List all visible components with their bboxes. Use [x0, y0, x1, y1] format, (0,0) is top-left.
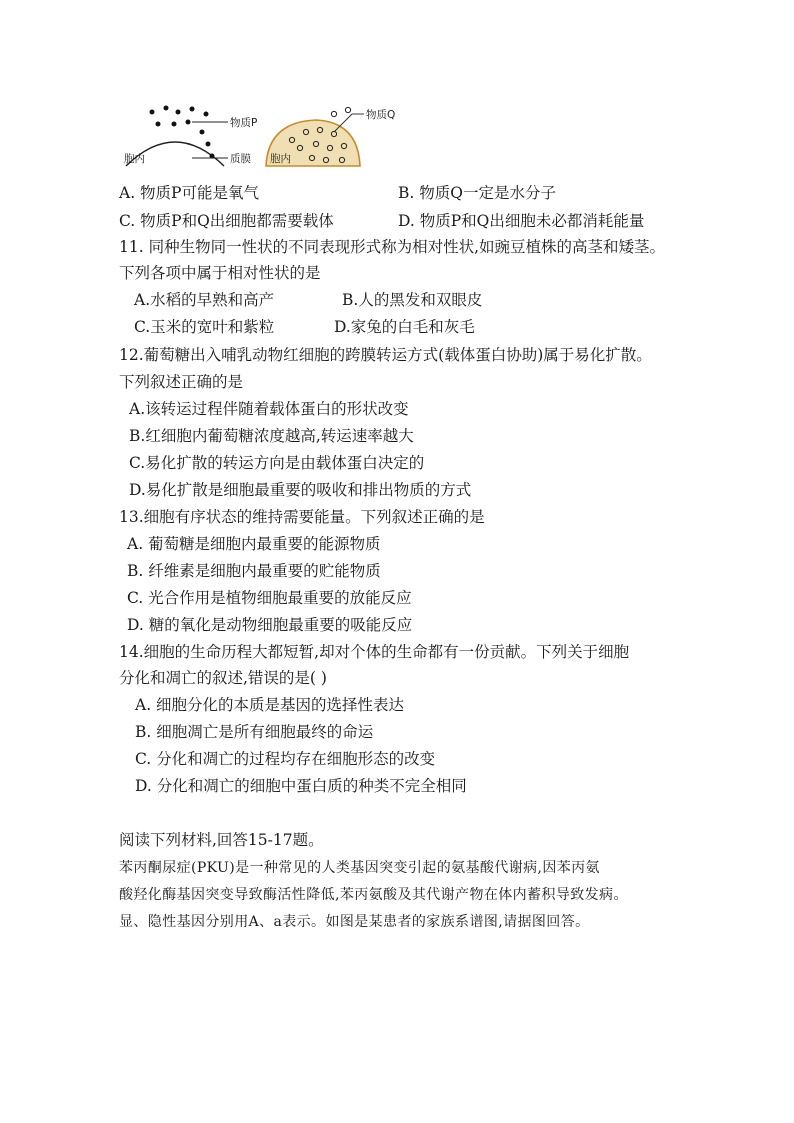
q13-option-a: A. 葡萄糖是细胞内最重要的能源物质	[127, 535, 381, 553]
q11-option-d: D.家兔的白毛和灰毛	[334, 318, 475, 336]
q14-option-b: B. 细胞凋亡是所有细胞最终的命运	[135, 723, 374, 741]
particle-p	[150, 110, 155, 115]
q13-option-d: D. 糖的氧化是动物细胞最重要的吸能反应	[127, 616, 413, 634]
q10-option-c: C. 物质P和Q出细胞都需要载体	[119, 212, 334, 230]
particle-p	[156, 122, 161, 127]
particle-p	[206, 142, 211, 147]
q10-option-b: B. 物质Q一定是水分子	[398, 184, 556, 202]
q11-stem: 11. 同种生物同一性状的不同表现形式称为相对性状,如豌豆植株的高茎和矮茎。	[119, 238, 666, 256]
figure-label-inside-right: 胞内	[270, 153, 291, 165]
q11-option-c: C.玉米的宽叶和紫粒	[134, 318, 275, 336]
figure-label-q: 物质Q	[366, 109, 396, 121]
particle-p	[200, 130, 205, 135]
q10-option-d: D. 物质P和Q出细胞未必都消耗能量	[398, 212, 645, 230]
q12-option-d: D.易化扩散是细胞最重要的吸收和排出物质的方式	[129, 481, 472, 499]
q14-option-d: D. 分化和凋亡的细胞中蛋白质的种类不完全相同	[135, 777, 467, 795]
particle-p	[186, 120, 191, 125]
membrane-transport-figure	[120, 100, 400, 170]
q12-stem: 12.葡萄糖出入哺乳动物红细胞的跨膜转运方式(载体蛋白协助)属于易化扩散。	[119, 346, 652, 364]
figure-label-membrane: 质膜	[230, 153, 251, 165]
q11-stem-cont: 下列各项中属于相对性状的是	[119, 264, 321, 282]
particle-p	[176, 110, 181, 115]
particle-p	[190, 107, 195, 112]
particle-p	[204, 112, 209, 117]
q14-option-c: C. 分化和凋亡的过程均存在细胞形态的改变	[135, 750, 436, 768]
q12-option-a: A.该转运过程伴随着载体蛋白的形状改变	[129, 400, 409, 418]
reading-intro: 阅读下列材料,回答15-17题。	[119, 831, 324, 849]
q11-option-b: B.人的黑发和双眼皮	[342, 291, 483, 309]
q14-stem-cont: 分化和凋亡的叙述,错误的是( )	[119, 669, 327, 687]
q13-option-c: C. 光合作用是植物细胞最重要的放能反应	[127, 589, 412, 607]
q12-stem-cont: 下列叙述正确的是	[119, 373, 244, 391]
reading-paragraph-line: 苯丙酮尿症(PKU)是一种常见的人类基因突变引起的氨基酸代谢病,因苯丙氨	[119, 860, 600, 876]
q14-stem: 14.细胞的生命历程大都短暂,却对个体的生命都有一份贡献。下列关于细胞	[119, 643, 630, 661]
q10-option-a: A. 物质P可能是氧气	[119, 184, 259, 202]
particle-p	[164, 106, 169, 111]
reading-paragraph-line: 酸羟化酶基因突变导致酶活性降低,苯丙氨酸及其代谢产物在体内蓄积导致发病。	[119, 887, 628, 903]
figure-label-inside-left: 胞内	[124, 153, 145, 165]
particle-q	[331, 111, 336, 116]
q12-option-b: B.红细胞内葡萄糖浓度越高,转运速率越大	[129, 427, 414, 445]
q13-option-b: B. 纤维素是细胞内最重要的贮能物质	[127, 562, 381, 580]
particle-q	[345, 107, 350, 112]
q12-option-c: C.易化扩散的转运方向是由载体蛋白决定的	[129, 454, 425, 472]
q13-stem: 13.细胞有序状态的维持需要能量。下列叙述正确的是	[119, 508, 485, 526]
figure-label-p: 物质P	[230, 117, 258, 129]
q14-option-a: A. 细胞分化的本质是基因的选择性表达	[135, 696, 405, 714]
particle-p	[172, 122, 177, 127]
q11-option-a: A.水稻的早熟和高产	[134, 291, 275, 309]
reading-paragraph-line: 显、隐性基因分别用A、a表示。如图是某患者的家族系谱图,请据图回答。	[119, 914, 590, 930]
